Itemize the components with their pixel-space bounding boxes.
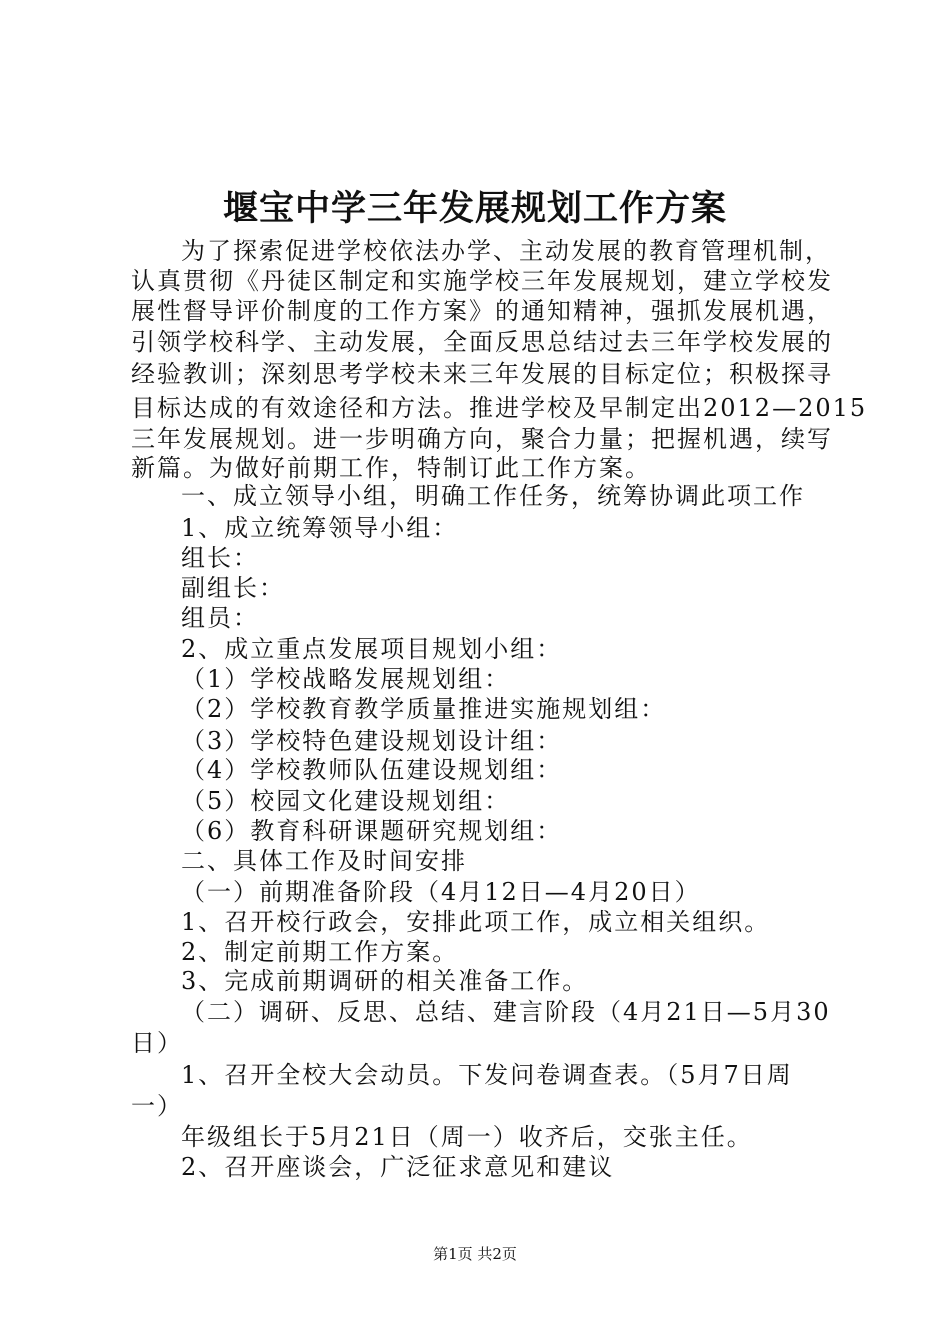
document-title: 堰宝中学三年发展规划工作方案	[222, 188, 727, 229]
section-heading-two: 二、具体工作及时间安排	[181, 847, 467, 875]
section-heading-one: 一、成立领导小组，明确工作任务，统筹协调此项工作	[181, 482, 805, 510]
list-item-continuation: 一）	[131, 1092, 183, 1120]
list-item: 2、制定前期工作方案。	[181, 938, 459, 966]
paragraph-line: 目标达成的有效途径和方法。推进学校及早制定出2012—2015	[131, 394, 868, 422]
paragraph-line: 新篇。为做好前期工作，特制订此工作方案。	[131, 454, 651, 482]
list-item: （4）学校教师队伍建设规划组：	[181, 756, 563, 784]
list-item: 2、成立重点发展项目规划小组：	[181, 635, 563, 663]
list-item: （2）学校教育教学质量推进实施规划组：	[181, 695, 667, 723]
paragraph-line: 三年发展规划。进一步明确方向，聚合力量；把握机遇，续写	[131, 425, 833, 453]
paragraph-line: 展性督导评价制度的工作方案》的通知精神，强抓发展机遇，	[131, 297, 833, 325]
list-item: （5）校园文化建设规划组：	[181, 787, 511, 815]
list-item: 2、召开座谈会，广泛征求意见和建议	[181, 1153, 615, 1181]
page-footer: 第1页 共2页	[433, 1245, 517, 1263]
list-item: 1、召开全校大会动员。下发问卷调查表。（5月7日周	[181, 1061, 793, 1089]
list-item: 1、召开校行政会，安排此项工作，成立相关组织。	[181, 908, 771, 936]
list-item: 副组长：	[181, 574, 285, 602]
list-item: （一）前期准备阶段（4月12日—4月20日）	[181, 878, 701, 906]
list-item: （6）教育科研课题研究规划组：	[181, 817, 563, 845]
list-item-continuation: 日）	[131, 1029, 183, 1057]
list-item: 年级组长于5月21日（周一）收齐后，交张主任。	[181, 1123, 753, 1151]
list-item: （1）学校战略发展规划组：	[181, 665, 511, 693]
list-item: 3、完成前期调研的相关准备工作。	[181, 967, 589, 995]
paragraph-line: 引领学校科学、主动发展，全面反思总结过去三年学校发展的	[131, 328, 833, 356]
paragraph-line: 认真贯彻《丹徒区制定和实施学校三年发展规划，建立学校发	[131, 267, 833, 295]
list-item: 组员：	[181, 604, 259, 632]
list-item: （3）学校特色建设规划设计组：	[181, 727, 563, 755]
list-item: 1、成立统筹领导小组：	[181, 514, 459, 542]
paragraph-line: 为了探索促进学校依法办学、主动发展的教育管理机制，	[181, 237, 831, 265]
list-item: （二）调研、反思、总结、建言阶段（4月21日—5月30	[181, 998, 831, 1026]
paragraph-line: 经验教训；深刻思考学校未来三年发展的目标定位；积极探寻	[131, 360, 833, 388]
list-item: 组长：	[181, 544, 259, 572]
